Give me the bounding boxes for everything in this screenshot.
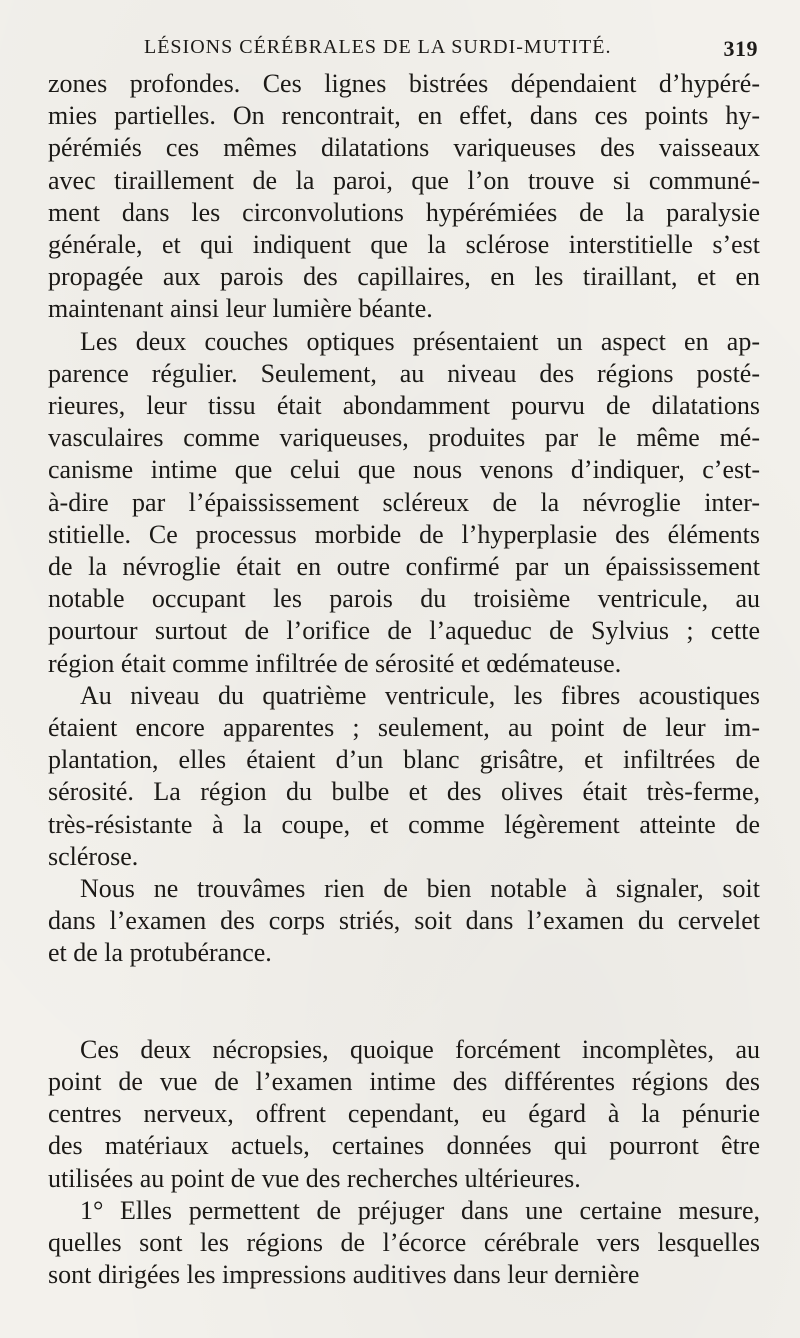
text-line: canisme intime que celui que nous venons d’indiquer, c’est- <box>48 455 760 485</box>
running-title: LÉSIONS CÉRÉBRALES DE LA SURDI-MUTITÉ. <box>144 36 612 58</box>
text-line: Nous ne trouvâmes rien de bien notable à signaler, soit <box>80 874 760 904</box>
text-line: plantation, elles étaient d’un blanc grisâtre, et infiltrées de <box>48 745 760 775</box>
text-line: propagée aux parois des capillaires, en les tiraillant, et en <box>48 262 760 292</box>
text-line: point de vue de l’examen intime des différentes régions des <box>48 1066 760 1096</box>
text-line: région était comme infiltrée de sérosité et œdémateuse. <box>48 648 622 678</box>
page-number: 319 <box>723 36 758 61</box>
text-line: quelles sont les régions de l’écorce cérébrale vers lesquelles <box>48 1227 760 1257</box>
text-line: générale, et qui indiquent que la sclérose interstitielle s’est <box>48 230 760 260</box>
paragraph <box>48 680 760 873</box>
paragraph <box>48 873 760 970</box>
text-line: sont dirigées les impressions auditives dans leur dernière <box>48 1260 640 1290</box>
paragraph <box>48 1195 760 1292</box>
text-line: centres nerveux, offrent cependant, eu égard à la pénurie <box>48 1099 760 1129</box>
text-line: stitielle. Ce processus morbide de l’hyperplasie des éléments <box>48 519 760 549</box>
page-header <box>48 30 760 68</box>
section-gap <box>48 970 760 1034</box>
text-line: parence régulier. Seulement, au niveau des régions posté- <box>48 358 760 388</box>
text-line: avec tiraillement de la paroi, que l’on trouve si communé- <box>48 165 760 195</box>
text-line: mies partielles. On rencontrait, en effet, dans ces points hy- <box>48 101 760 131</box>
text-line: notable occupant les parois du troisième ventricule, au <box>48 584 760 614</box>
text-line: étaient encore apparentes ; seulement, au point de leur im- <box>48 713 760 743</box>
text-line: de la névroglie était en outre confirmé par un épaississement <box>48 552 760 582</box>
text-line: et de la protubérance. <box>48 938 272 968</box>
paragraph <box>48 1034 760 1195</box>
text-line: Les deux couches optiques présentaient un aspect en ap- <box>80 326 760 356</box>
text-line: utilisées au point de vue des recherches ultérieures. <box>48 1163 581 1193</box>
text-line: sclérose. <box>48 841 139 871</box>
text-line: dans l’examen des corps striés, soit dans l’examen du cervelet <box>48 906 760 936</box>
text-line: pérémiés ces mêmes dilatations variqueuses des vaisseaux <box>48 133 760 163</box>
text-line: 1° Elles permettent de préjuger dans une certaine mesure, <box>80 1195 760 1225</box>
text-line: rieures, leur tissu était abondamment pourvu de dilatations <box>48 391 760 421</box>
text-line: très-résistante à la coupe, et comme légèrement atteinte de <box>48 809 760 839</box>
text-line: sérosité. La région du bulbe et des olives était très-ferme, <box>48 777 760 807</box>
text-line: à-dire par l’épaississement scléreux de la névroglie inter- <box>48 487 760 517</box>
text-line: ment dans les circonvolutions hypérémiées de la paralysie <box>48 197 760 227</box>
paragraph <box>48 326 760 680</box>
text-line: vasculaires comme variqueuses, produites par le même mé- <box>48 423 760 453</box>
text-line: pourtour surtout de l’orifice de l’aqueduc de Sylvius ; cette <box>48 616 760 646</box>
text-line: maintenant ainsi leur lumière béante. <box>48 294 433 324</box>
body-text <box>48 68 760 1291</box>
text-line: Ces deux nécropsies, quoique forcément incomplètes, au <box>80 1034 760 1064</box>
paragraph <box>48 68 760 326</box>
text-line: des matériaux actuels, certaines données qui pourront être <box>48 1131 760 1161</box>
text-line: Au niveau du quatrième ventricule, les fibres acoustiques <box>80 680 760 710</box>
text-line: zones profondes. Ces lignes bistrées dépendaient d’hypéré- <box>48 69 760 98</box>
